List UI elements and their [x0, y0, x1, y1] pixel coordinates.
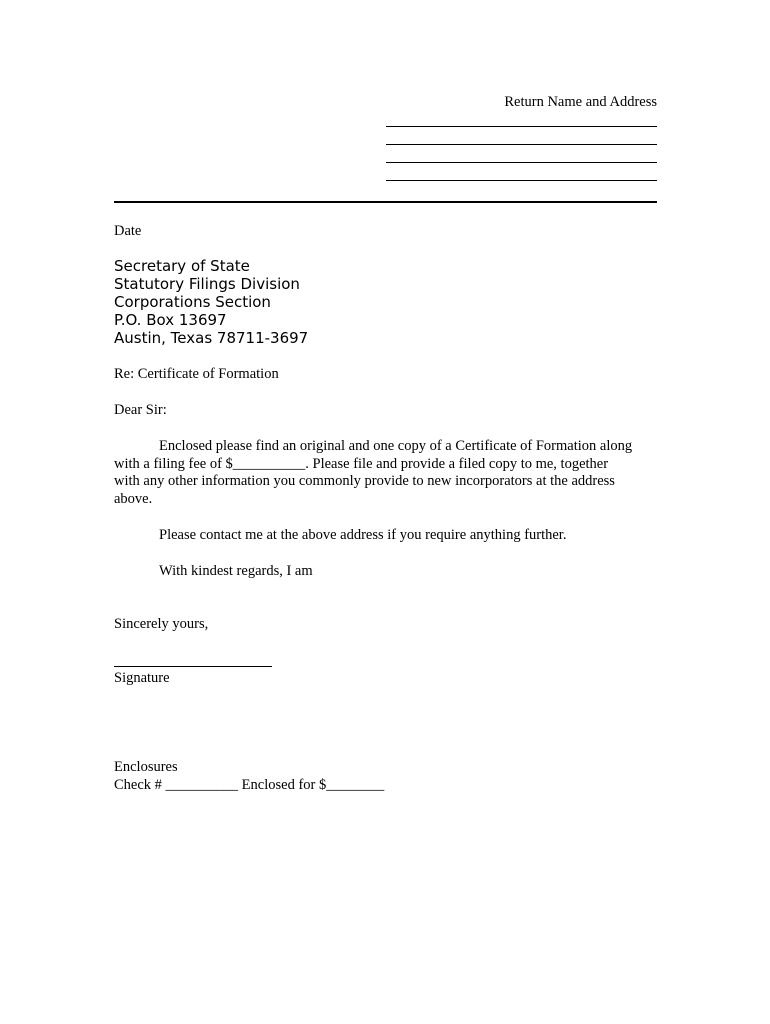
recipient-line: Statutory Filings Division	[114, 275, 300, 293]
recipient-line: Secretary of State	[114, 257, 250, 275]
body-paragraph-3: With kindest regards, I am	[159, 563, 313, 579]
check-enclosed-line: Check # __________ Enclosed for $________	[114, 777, 385, 793]
header-divider	[114, 201, 657, 203]
closing: Sincerely yours,	[114, 616, 209, 632]
recipient-line: Corporations Section	[114, 293, 271, 311]
recipient-line: P.O. Box 13697	[114, 311, 227, 329]
signature-label: Signature	[114, 670, 170, 686]
subject-line: Re: Certificate of Formation	[114, 366, 279, 382]
body-line: Enclosed please find an original and one copy of a Certificate of Formation along	[159, 438, 633, 454]
body-line: with any other information you commonly provide to new incorporators at the address	[114, 473, 615, 489]
body-line: with a filing fee of $__________. Please file and provide a filed copy to me, together	[114, 455, 609, 472]
enclosures-label: Enclosures	[114, 759, 178, 775]
body-paragraph-1	[114, 438, 657, 508]
return-address-line-1	[386, 126, 657, 127]
return-address-title: Return Name and Address	[504, 94, 657, 110]
signature-line	[114, 666, 272, 667]
recipient-line: Austin, Texas 78711-3697	[114, 329, 309, 347]
body-paragraph-2: Please contact me at the above address if you require anything further.	[159, 527, 567, 543]
return-address-line-2	[386, 144, 657, 145]
body-line: above.	[114, 490, 153, 507]
return-address-line-4	[386, 180, 657, 181]
return-address-line-3	[386, 162, 657, 163]
date-label: Date	[114, 223, 142, 239]
salutation: Dear Sir:	[114, 402, 167, 418]
recipient-address	[114, 257, 308, 347]
